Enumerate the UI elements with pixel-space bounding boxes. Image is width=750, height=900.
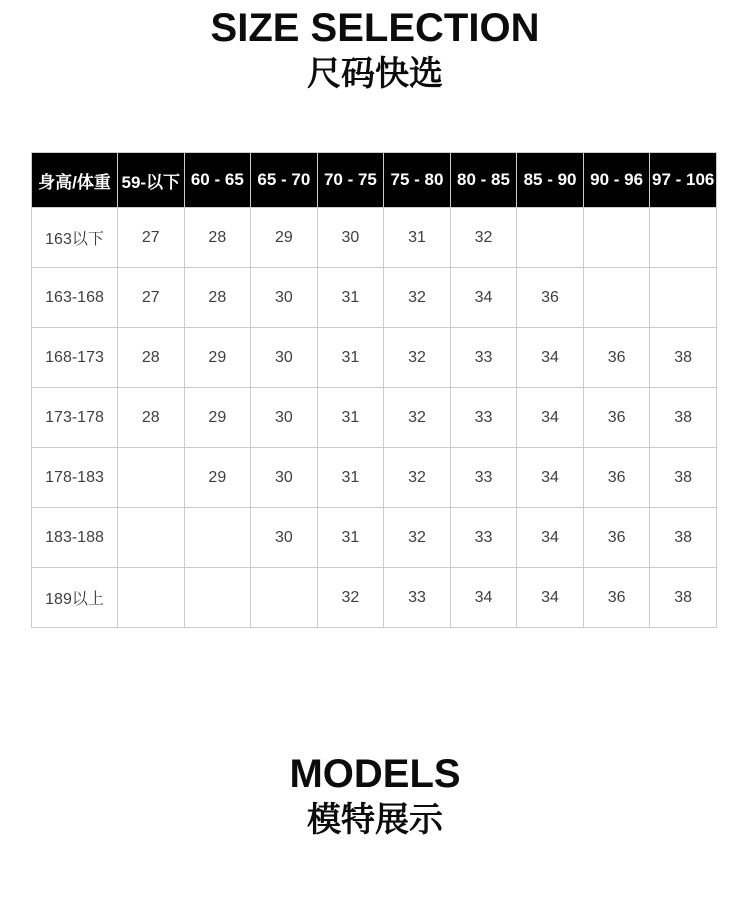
size-cell [650,208,717,268]
row-label: 183-188 [32,508,118,568]
models-section [0,746,750,844]
header-row [32,153,717,208]
size-chart-table [31,152,717,628]
size-cell: 27 [118,268,185,328]
size-cell: 31 [317,328,384,388]
models-title: MODELS [289,752,461,796]
size-chart-body [32,208,717,628]
size-cell: 31 [384,208,451,268]
size-cell: 32 [384,268,451,328]
size-cell: 34 [517,508,584,568]
size-cell: 34 [517,568,584,628]
column-header: 65 - 70 [251,153,318,208]
size-cell: 28 [118,388,185,448]
size-cell: 36 [583,568,650,628]
row-label: 163以下 [32,208,118,268]
size-cell [517,208,584,268]
column-header: 70 - 75 [317,153,384,208]
size-cell: 34 [517,388,584,448]
row-label: 178-183 [32,448,118,508]
size-cell: 36 [517,268,584,328]
size-selection-section [0,0,750,98]
size-cell: 29 [184,328,251,388]
size-cell: 30 [251,508,318,568]
size-cell: 32 [384,508,451,568]
size-cell: 29 [184,388,251,448]
size-cell: 32 [384,388,451,448]
table-row [32,268,717,328]
size-cell: 32 [450,208,517,268]
size-cell [251,568,318,628]
size-cell: 33 [384,568,451,628]
size-cell: 27 [118,208,185,268]
size-cell: 33 [450,508,517,568]
size-cell: 34 [517,328,584,388]
size-cell [583,208,650,268]
size-cell: 28 [184,268,251,328]
size-selection-subtitle: 尺码快选 [307,55,443,93]
size-cell [184,568,251,628]
size-cell: 38 [650,328,717,388]
size-cell: 38 [650,508,717,568]
column-header: 身高/体重 [32,153,118,208]
size-cell: 36 [583,388,650,448]
size-cell: 31 [317,508,384,568]
row-label: 189以上 [32,568,118,628]
size-selection-title: SIZE SELECTION [210,6,540,50]
size-cell [583,268,650,328]
size-cell: 33 [450,328,517,388]
size-cell: 34 [450,568,517,628]
size-cell: 36 [583,508,650,568]
size-cell: 30 [317,208,384,268]
size-cell: 28 [184,208,251,268]
size-cell [118,508,185,568]
column-header: 59-以下 [118,153,185,208]
size-cell: 29 [251,208,318,268]
column-header: 75 - 80 [384,153,451,208]
size-chart-header [32,153,717,208]
size-cell: 31 [317,268,384,328]
size-cell: 38 [650,388,717,448]
table-row [32,208,717,268]
table-row [32,448,717,508]
size-cell: 32 [384,328,451,388]
size-cell [118,448,185,508]
size-cell: 38 [650,448,717,508]
row-label: 163-168 [32,268,118,328]
size-cell: 31 [317,388,384,448]
column-header: 60 - 65 [184,153,251,208]
column-header: 97 - 106 [650,153,717,208]
size-cell: 28 [118,328,185,388]
size-cell: 32 [317,568,384,628]
table-row [32,328,717,388]
size-cell: 30 [251,268,318,328]
size-cell: 30 [251,328,318,388]
models-subtitle: 模特展示 [307,801,443,839]
size-cell: 36 [583,328,650,388]
size-cell: 38 [650,568,717,628]
table-row [32,388,717,448]
size-cell: 31 [317,448,384,508]
table-row [32,568,717,628]
size-cell: 29 [184,448,251,508]
size-cell: 30 [251,448,318,508]
size-cell: 34 [450,268,517,328]
size-cell [118,568,185,628]
size-cell [184,508,251,568]
column-header: 80 - 85 [450,153,517,208]
table-row [32,508,717,568]
size-cell: 32 [384,448,451,508]
size-cell: 34 [517,448,584,508]
column-header: 90 - 96 [583,153,650,208]
size-cell: 36 [583,448,650,508]
column-header: 85 - 90 [517,153,584,208]
size-cell: 30 [251,388,318,448]
size-cell [650,268,717,328]
size-cell: 33 [450,448,517,508]
row-label: 168-173 [32,328,118,388]
size-cell: 33 [450,388,517,448]
row-label: 173-178 [32,388,118,448]
